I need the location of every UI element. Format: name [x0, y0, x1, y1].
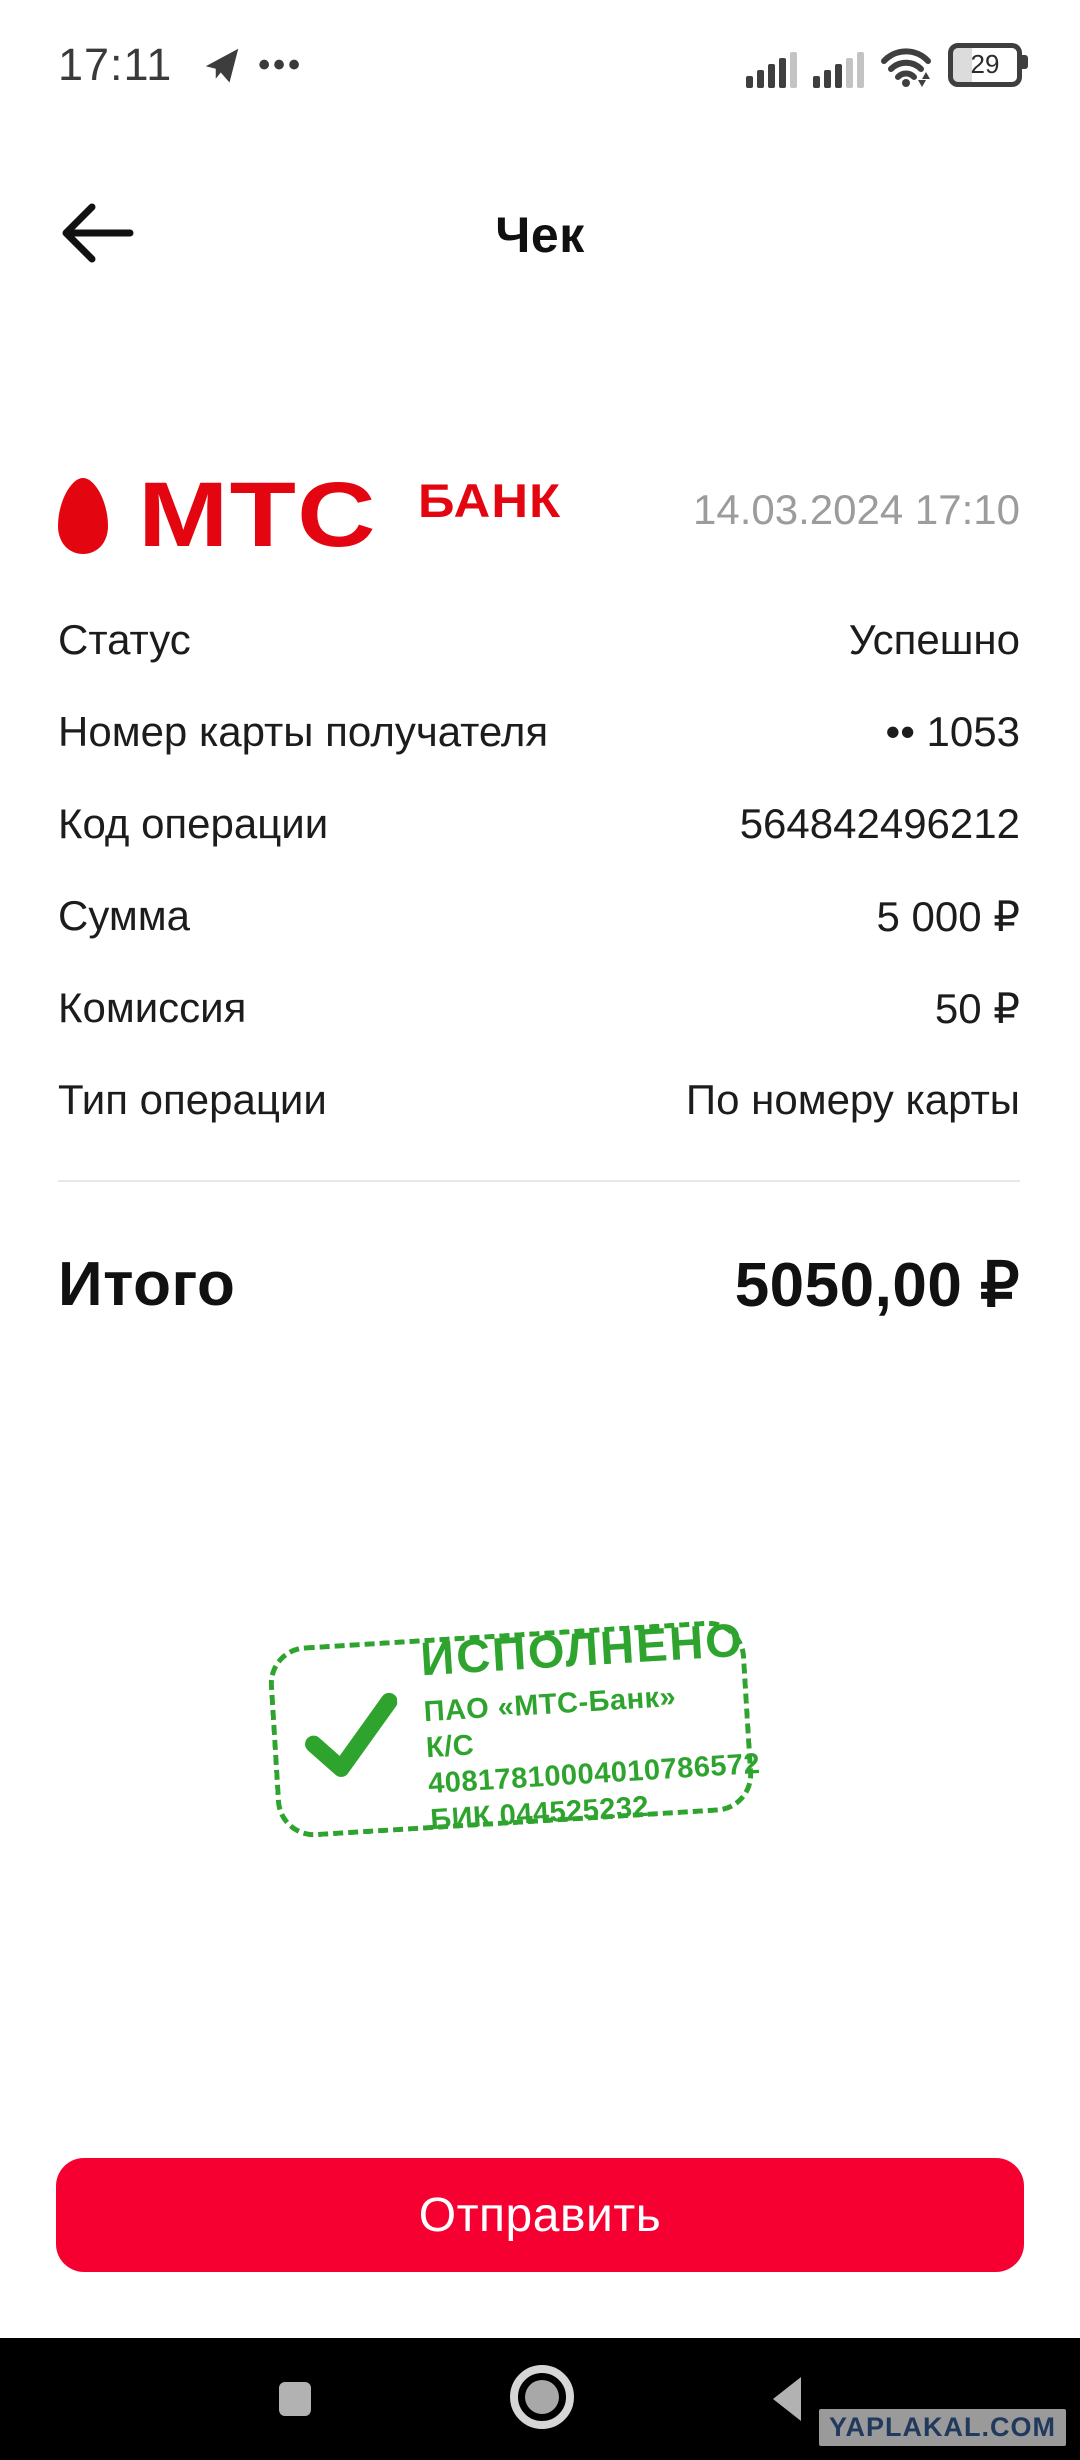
row-value: 564842496212 [739, 800, 1020, 847]
receipt-datetime: 14.03.2024 17:10 [693, 486, 1020, 533]
stamp-text [419, 1611, 764, 1838]
checkmark-icon [301, 1690, 402, 1787]
watermark: YAPLAKAL.COM [819, 2409, 1066, 2446]
row-label: Тип операции [58, 1076, 327, 1123]
total-label: Итого [58, 1249, 236, 1319]
stamp-bik: БИК 044525232 [429, 1790, 651, 1836]
row-value: •• 1053 [885, 708, 1020, 755]
status-bar [0, 30, 1080, 100]
stamp-bank-name: ПАО «МТС-Банк» [422, 1680, 678, 1728]
row-value: 5 000 ₽ [876, 892, 1020, 940]
telegram-notification-icon [202, 45, 242, 85]
home-button-icon[interactable] [507, 2362, 577, 2437]
header [0, 180, 1080, 290]
receipt-details [58, 594, 1020, 1146]
mts-egg-logo-icon [58, 478, 108, 559]
divider [58, 1180, 1020, 1182]
status-bar-right-icons [746, 43, 1022, 88]
stamp-title: ИСПОЛНЕНО [418, 1612, 746, 1685]
back-nav-button-icon[interactable] [773, 2377, 801, 2421]
bank-name-bank: БАНК [418, 474, 562, 527]
row-label: Номер карты получателя [58, 708, 549, 755]
receipt-row-operation-code [58, 778, 1020, 870]
row-value: 50 ₽ [934, 984, 1020, 1032]
battery-icon [948, 43, 1022, 87]
cellular-signal-icon-sim1 [746, 52, 797, 88]
cellular-signal-icon-sim2 [813, 52, 864, 88]
row-label: Код операции [58, 800, 329, 847]
send-button[interactable]: Отправить [56, 2158, 1024, 2272]
receipt-row-card-number [58, 686, 1020, 778]
row-label: Комиссия [58, 984, 247, 1031]
stamp-corr-account: К/С 40817810004010786572 [425, 1728, 762, 1800]
row-label: Статус [58, 616, 191, 663]
receipt-row-operation-type [58, 1054, 1020, 1146]
wifi-icon [880, 52, 932, 88]
bank-logo-row [58, 464, 1020, 566]
page-title: Чек [495, 207, 585, 263]
recents-button-icon[interactable] [279, 2382, 311, 2416]
row-value: Успешно [848, 616, 1020, 663]
receipt-row-status [58, 594, 1020, 686]
bank-name-mts: МТС [138, 464, 377, 566]
receipt-row-commission [58, 962, 1020, 1054]
total-value: 5050,00 ₽ [734, 1250, 1020, 1320]
executed-stamp [267, 1612, 762, 1840]
row-value: По номеру карты [685, 1076, 1020, 1123]
battery-percent: 29 [970, 49, 1000, 79]
more-notifications-icon: ••• [258, 46, 303, 84]
row-label: Сумма [58, 892, 190, 939]
clock-time: 17:11 [58, 39, 173, 90]
total-row [58, 1238, 1020, 1330]
receipt-row-amount [58, 870, 1020, 962]
